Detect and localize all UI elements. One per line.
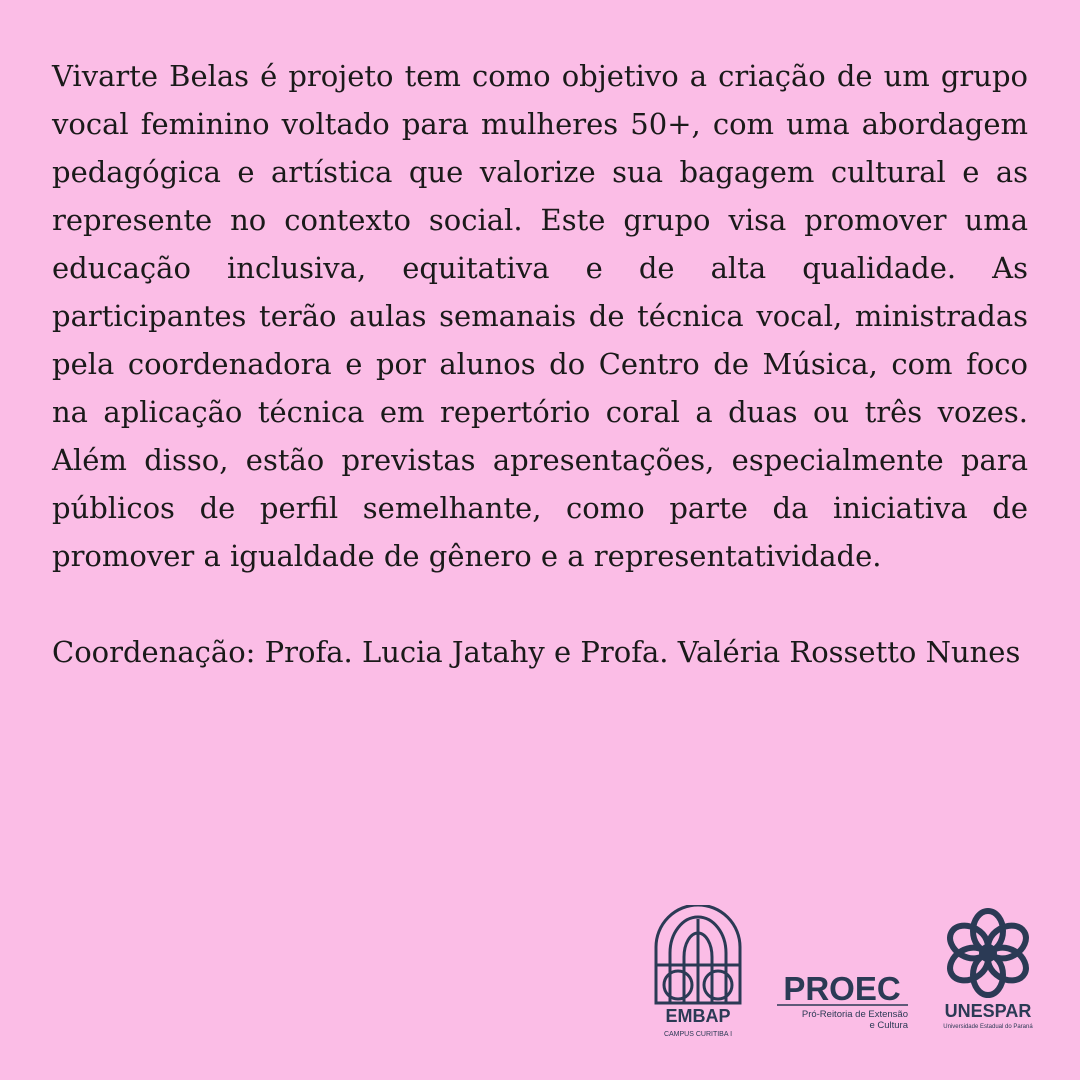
description-text-block xyxy=(52,52,1028,676)
proec-subtitle-line2: e Cultura xyxy=(869,1020,908,1031)
embap-subtitle: CAMPUS CURITIBA I xyxy=(663,1031,733,1038)
partner-logos xyxy=(640,905,1060,1050)
embap-logo xyxy=(656,905,740,1038)
coordination-credit: Coordenação: Profa. Lucia Jatahy e Profa. Valéria Rossetto Nunes xyxy=(52,635,1021,669)
proec-subtitle-line1: Pró-Reitoria de Extensão xyxy=(801,1009,908,1020)
unespar-flower-logo-icon xyxy=(944,911,1032,995)
project-description: Vivarte Belas é projeto tem como objetivo a criação de um grupo vocal feminino voltado para mulheres 50+, com uma abordagem pedagógica e artística que valorize sua bagagem cultural e as represente no contexto social. Este grupo visa promover uma educação inclusiva, equitativa e de alta qualidade. As participantes terão aulas semanais de técnica vocal, ministradas pela coordenadora e por alunos do Centro de Música, com foco na aplicação técnica em repertório coral a duas ou três vozes. Além disso, estão previstas apresentações, especialmente para públicos de perfil semelhante, como parte da iniciativa de promover a igualdade de gênero e a representatividade. xyxy=(52,59,1028,573)
unespar-logo xyxy=(943,911,1033,1030)
proec-name: PROEC xyxy=(783,970,901,1007)
unespar-name: UNESPAR xyxy=(944,1001,1032,1021)
proec-logo xyxy=(777,970,909,1031)
embap-name: EMBAP xyxy=(665,1006,731,1026)
unespar-subtitle: Universidade Estadual do Paraná xyxy=(943,1024,1033,1030)
paragraph-spacer xyxy=(52,580,1028,628)
embap-arch-logo-icon xyxy=(656,905,740,1003)
